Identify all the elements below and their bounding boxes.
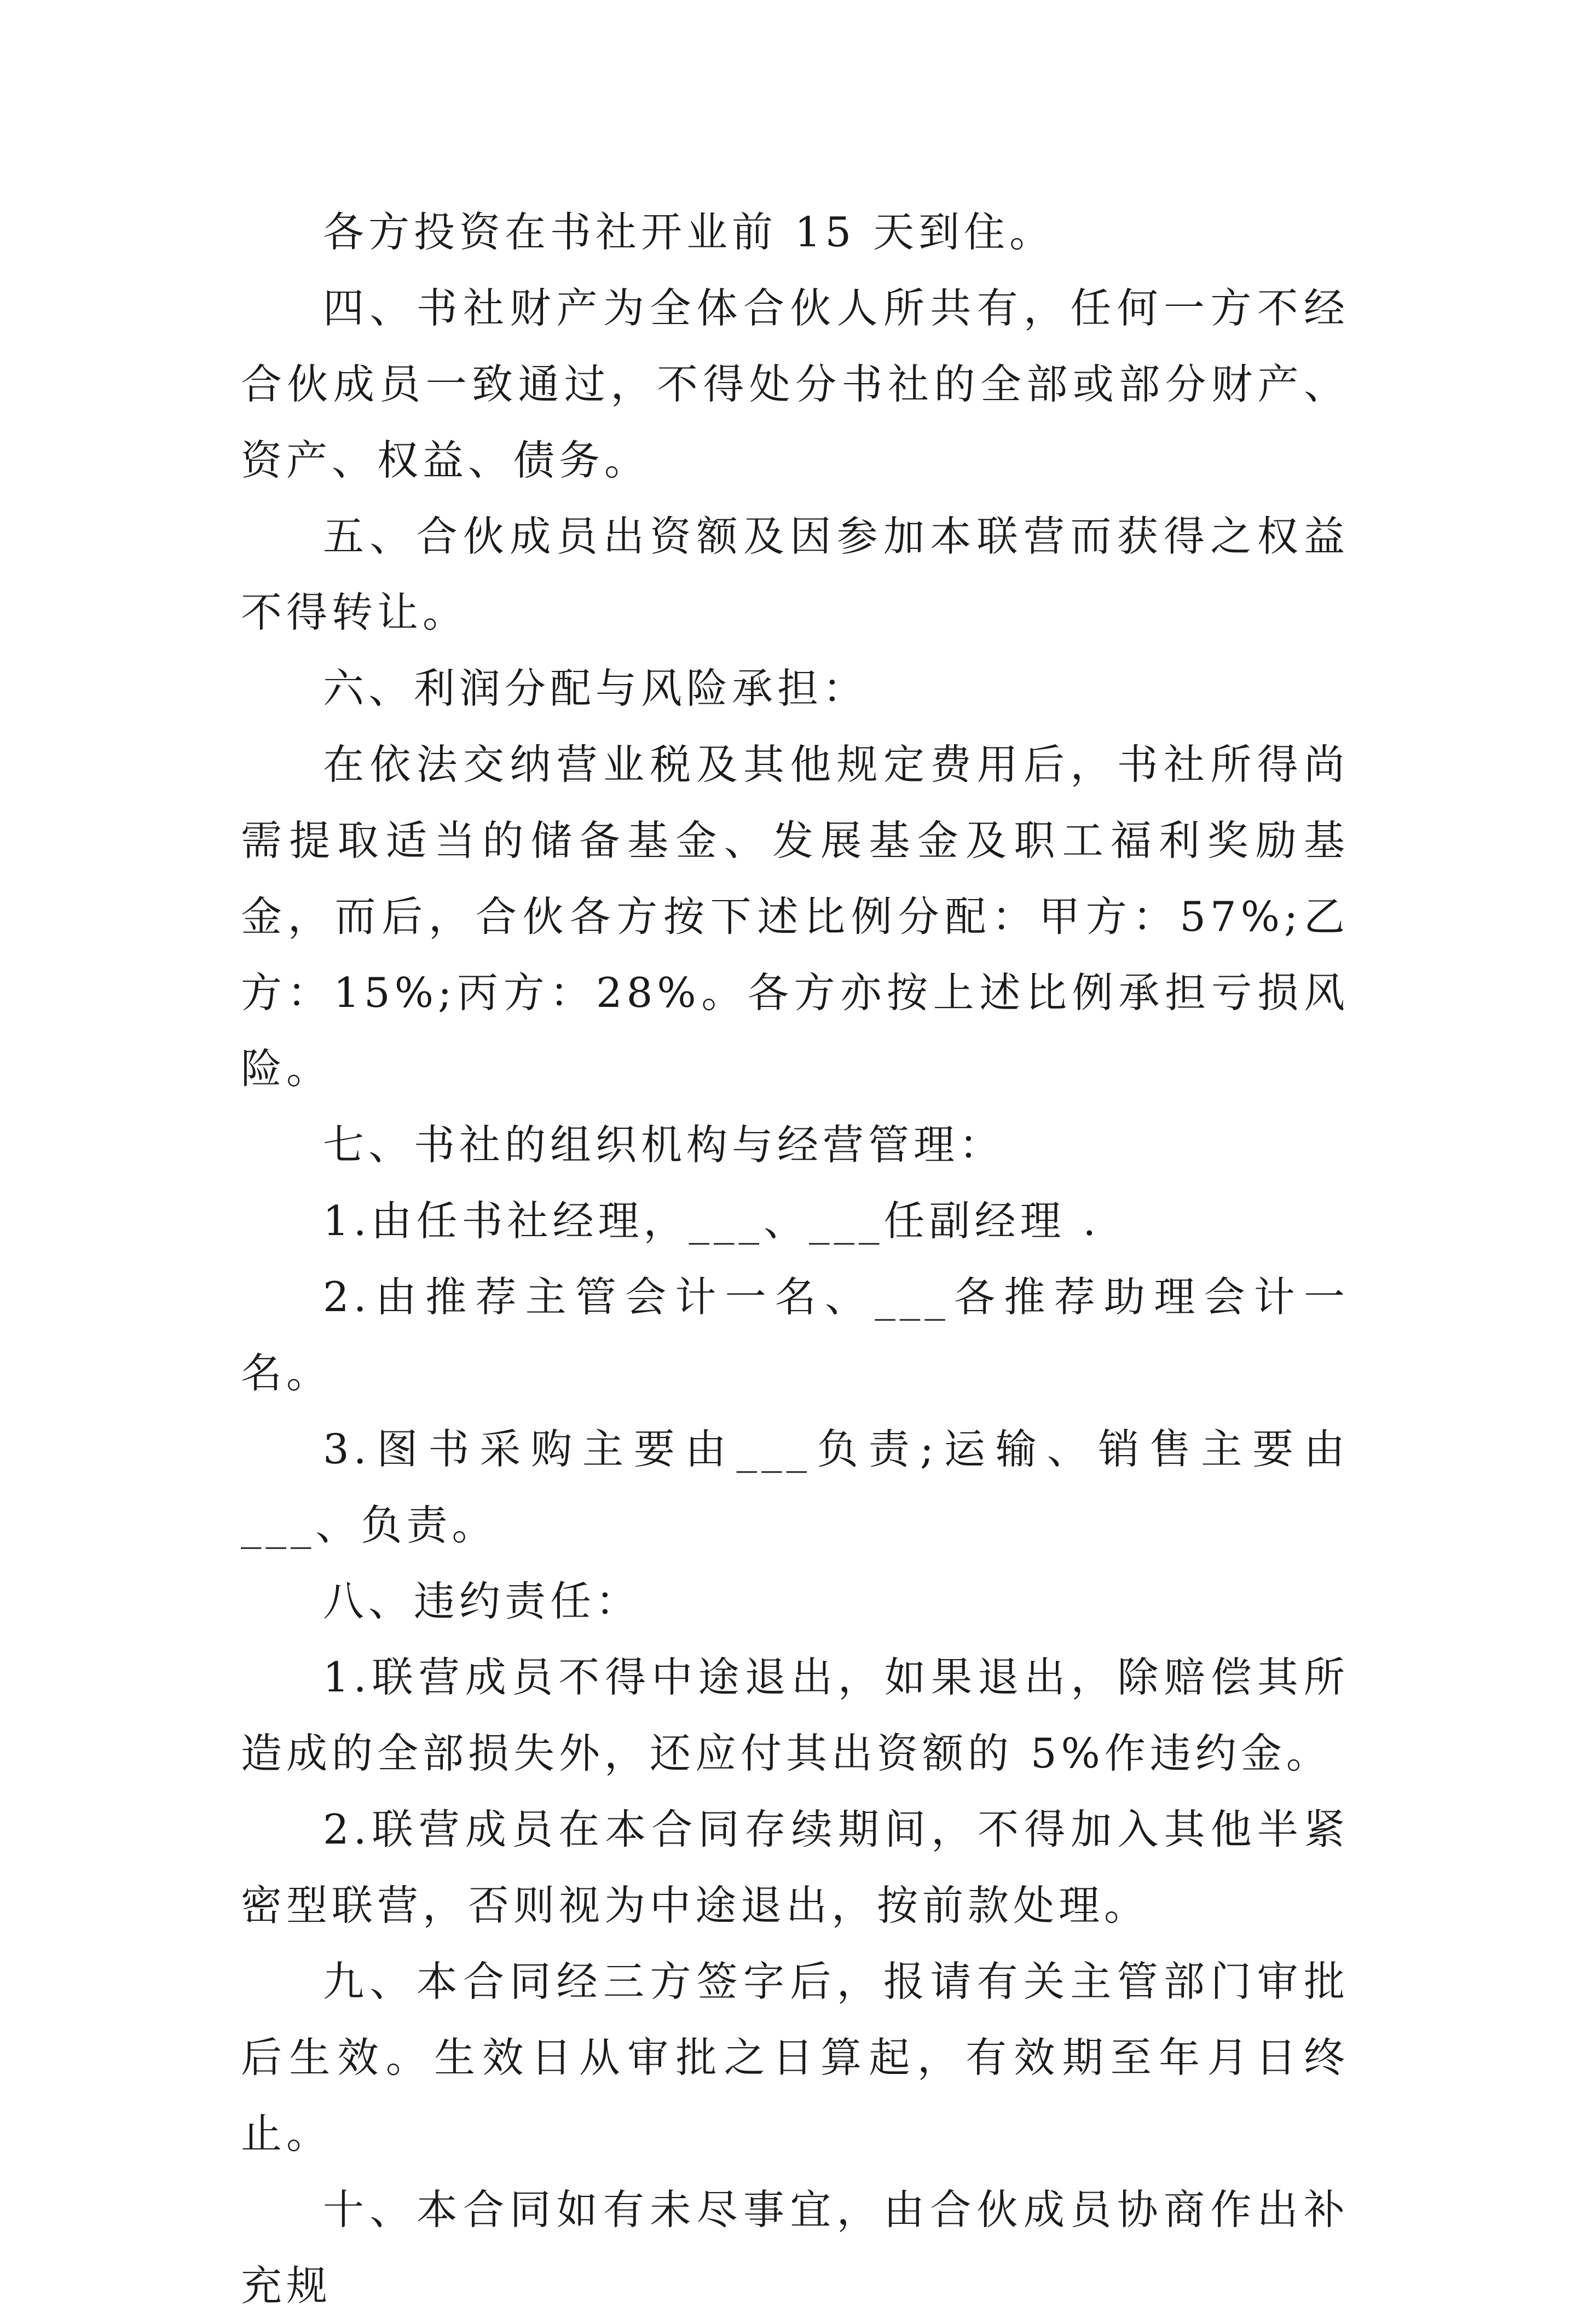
paragraph-clause-5: 五、合伙成员出资额及因参加本联营而获得之权益不得转让。 (241, 512, 1349, 636)
paragraph-clause-4: 四、书社财产为全体合伙人所共有，任何一方不经合伙成员一致通过，不得处分书社的全部或部分财产、资产、权益、债务。 (241, 284, 1349, 484)
paragraph-clause-6-heading: 六、利润分配与风险承担： (323, 664, 869, 712)
document-body (241, 194, 1349, 2324)
paragraph-clause-8-heading: 八、违约责任： (323, 1577, 641, 1625)
paragraph-clause-7-item-2: 2.由推荐主管会计一名、___各推荐助理会计一名。 (241, 1273, 1349, 1397)
paragraph-clause-9: 九、本合同经三方签字后，报请有关主管部门审批后生效。生效日从审批之日算起，有效期至年月日终止。 (241, 1957, 1349, 2158)
paragraph-investment-deadline: 各方投资在书社开业前 15 天到住。 (323, 208, 1055, 256)
paragraph-clause-8-item-2: 2.联营成员在本合同存续期间，不得加入其他半紧密型联营，否则视为中途退出，按前款处理。 (241, 1805, 1349, 1929)
paragraph-clause-7-item-3: 3.图书采购主要由___负责;运输、销售主要由___、负责。 (241, 1425, 1349, 1549)
paragraph-clause-10: 十、本合同如有未尽事宜，由合伙成员协商作出补充规 (241, 2186, 1349, 2310)
paragraph-clause-7-item-1: 1.由任书社经理，___、___任副经理 . (323, 1197, 1101, 1245)
paragraph-clause-7-heading: 七、书社的组织机构与经营管理： (323, 1121, 1005, 1169)
paragraph-clause-6-body: 在依法交纳营业税及其他规定费用后，书社所得尚需提取适当的储备基金、发展基金及职工福利奖励基金，而后，合伙各方按下述比例分配：甲方：57%;乙方：15%;丙方：28%。各方亦按上述比例承担亏损风险。 (241, 740, 1349, 1093)
paragraph-clause-8-item-1: 1.联营成员不得中途退出，如果退出，除赔偿其所造成的全部损失外，还应付其出资额的 5%作违约金。 (241, 1653, 1349, 1777)
